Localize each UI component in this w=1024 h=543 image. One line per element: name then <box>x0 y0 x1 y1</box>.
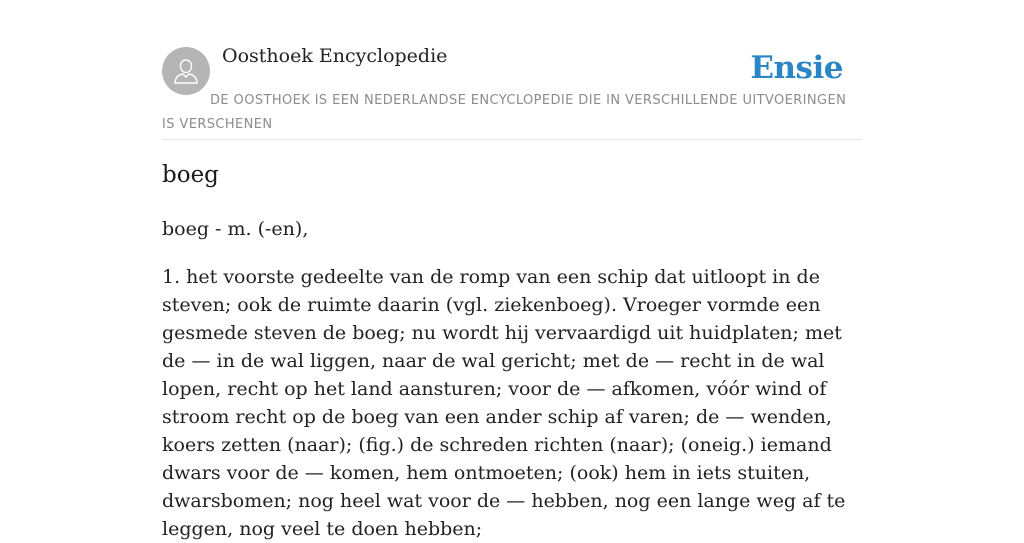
avatar[interactable] <box>162 47 210 95</box>
site-title[interactable]: Oosthoek Encyclopedie <box>222 45 448 67</box>
site-tagline: DE OOSTHOEK IS EEN NEDERLANDSE ENCYCLOPEDIE DIE IN VERSCHILLENDE UITVOERINGEN IS VERSCHENEN <box>162 93 847 132</box>
site-header <box>162 0 862 140</box>
content-container <box>162 0 862 540</box>
page-title: boeg <box>162 162 219 188</box>
grammar-line: boeg - m. (-en), <box>162 218 309 240</box>
brand-logo[interactable]: Ensie <box>750 50 843 86</box>
definition-text: 1. het voorste gedeelte van de romp van een schip dat uitloopt in de steven; ook de ruimte daarin (vgl. ziekenboeg). Vroeger vormde een gesmede steven de boeg; nu wordt hij vervaardigd uit huidplaten; met de — in de wal liggen, naar de wal gericht; met de — recht in de wal lopen, recht op het land aansturen; voor de — afkomen, vóór wind of stroom recht op de boeg van een ander schip af varen; de — wenden, koers zetten (naar); (fig.) de schreden richten (naar); (oneig.) iemand dwars voor de — komen, hem ontmoeten; (ook) hem in iets stuiten, dwarsbomen; nog heel wat voor de — hebben, nog een lange weg af te leggen, nog veel te doen hebben; <box>162 266 846 540</box>
user-icon <box>171 56 201 86</box>
